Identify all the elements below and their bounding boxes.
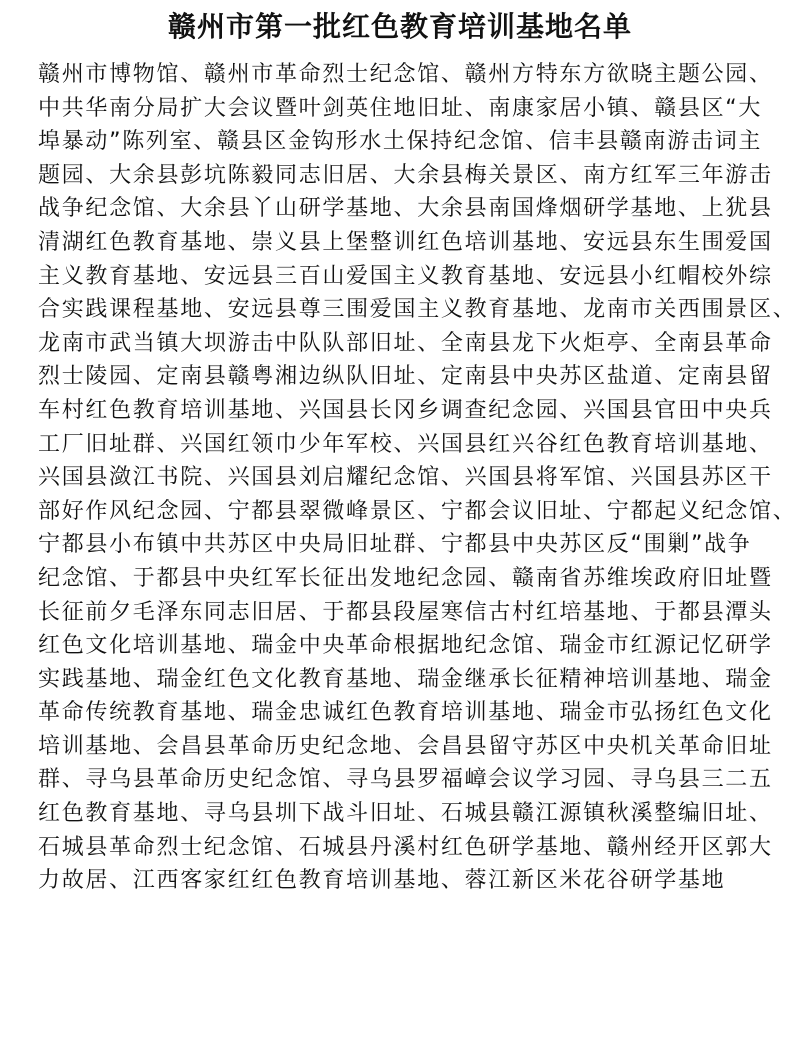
body-line: 培训基地、会昌县革命历史纪念地、会昌县留守苏区中央机关革命旧址 <box>38 733 773 759</box>
body-line: 题园、大余县彭坑陈毅同志旧居、大余县梅关景区、南方红军三年游击 <box>38 162 773 188</box>
body-line: 主义教育基地、安远县三百山爱国主义教育基地、安远县小红帽校外综 <box>38 263 773 289</box>
body-line: 兴国县潋江书院、兴国县刘启耀纪念馆、兴国县将军馆、兴国县苏区干 <box>38 465 773 491</box>
body-line: 力故居、江西客家红红色教育培训基地、蓉江新区米花谷研学基地 <box>38 868 726 894</box>
body-line: 工厂旧址群、兴国红领巾少年军校、兴国县红兴谷红色教育培训基地、 <box>38 431 773 457</box>
body-line: 中共华南分局扩大会议暨叶剑英住地旧址、南康家居小镇、赣县区“大 <box>38 95 763 121</box>
body-line: 车村红色教育培训基地、兴国县长冈乡调查纪念园、兴国县官田中央兵 <box>38 397 773 423</box>
body-line: 实践基地、瑞金红色文化教育基地、瑞金继承长征精神培训基地、瑞金 <box>38 666 773 692</box>
body-line: 清湖红色教育基地、崇义县上堡整训红色培训基地、安远县东生围爱国 <box>38 229 773 255</box>
body-line: 石城县革命烈士纪念馆、石城县丹溪村红色研学基地、赣州经开区郭大 <box>38 834 773 860</box>
body-line: 合实践课程基地、安远县尊三围爱国主义教育基地、龙南市关西围景区、 <box>38 297 797 323</box>
body-line: 红色教育基地、寻乌县圳下战斗旧址、石城县赣江源镇秋溪整编旧址、 <box>38 801 773 827</box>
body-line: 赣州市博物馆、赣州市革命烈士纪念馆、赣州方特东方欲晓主题公园、 <box>38 62 773 87</box>
body-line: 长征前夕毛泽东同志旧居、于都县段屋寒信古村红培基地、于都县潭头 <box>38 599 773 625</box>
body-line: 烈士陵园、定南县赣粤湘边纵队旧址、定南县中央苏区盐道、定南县留 <box>38 364 773 390</box>
body-line: 纪念馆、于都县中央红军长征出发地纪念园、赣南省苏维埃政府旧址暨 <box>38 565 773 591</box>
body-line: 群、寻乌县革命历史纪念馆、寻乌县罗福嶂会议学习园、寻乌县三二五 <box>38 767 773 793</box>
body-line: 部好作风纪念园、宁都县翠微峰景区、宁都会议旧址、宁都起义纪念馆、 <box>38 498 797 524</box>
document-title: 赣州市第一批红色教育培训基地名单 <box>167 10 632 43</box>
body-line: 埠暴动”陈列室、赣县区金钩形水土保持纪念馆、信丰县赣南游击词主 <box>38 129 763 155</box>
body-line: 宁都县小布镇中共苏区中央局旧址群、宁都县中央苏区反“围剿”战争 <box>38 532 752 558</box>
body-line: 革命传统教育基地、瑞金忠诚红色教育培训基地、瑞金市弘扬红色文化 <box>38 700 773 726</box>
body-line: 红色文化培训基地、瑞金中央革命根据地纪念馆、瑞金市红源记忆研学 <box>38 633 773 659</box>
body-line: 战争纪念馆、大余县丫山研学基地、大余县南国烽烟研学基地、上犹县 <box>38 196 773 222</box>
body-line: 龙南市武当镇大坝游击中队队部旧址、全南县龙下火炬亭、全南县革命 <box>38 330 773 356</box>
document-body <box>38 58 797 898</box>
